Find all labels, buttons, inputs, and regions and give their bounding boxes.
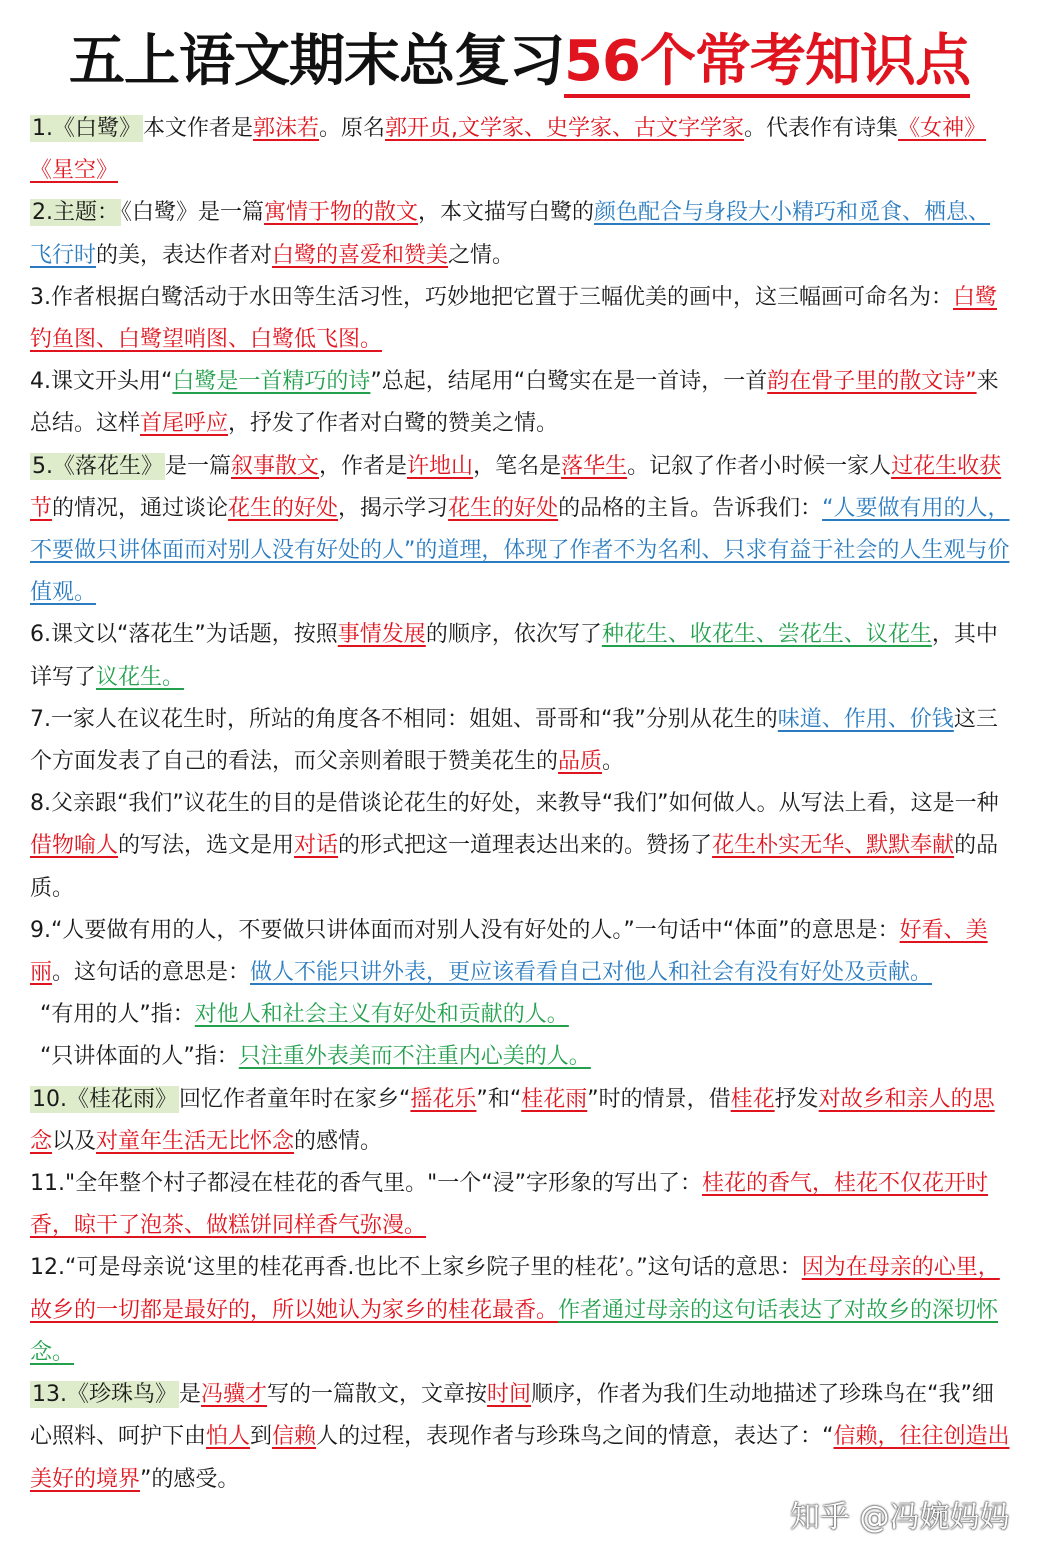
item-heading: 1.《白鹭》 [32,116,141,141]
title-highlight: 56个常考知识点 [564,29,970,98]
text-run: 的美，表达作者对 [96,242,273,268]
sub-item [30,994,1010,1036]
key-point: 白鹭钓鱼图、白鹭望哨图、白鹭低飞图。 [30,284,998,353]
key-point: 对他人和社会主义有好处和贡献的人。 [194,1002,569,1028]
knowledge-item [30,910,1010,994]
key-point: 对童年生活无比怀念 [96,1128,295,1154]
key-point: 白鹭的喜爱和赞美 [272,242,449,268]
key-point: 桂花 [730,1086,775,1112]
text-run: 12.“可是母亲说‘这里的桂花再香.也比不上家乡院子里的桂花’。”这句话的意思： [30,1255,802,1281]
key-point: “人要做有用的人，不要做只讲体面而对别人没有好处的人”的道理，体现了作者不为名利、只求有益于社会的人生观与价值观。 [30,495,1010,606]
text-run: 这三个方面发表了自己的看法，而父亲则着眼于赞美花生的 [30,706,998,775]
key-point: 桂花雨 [521,1086,588,1112]
knowledge-item [30,446,1010,615]
text-run: 来总结。这样 [30,369,999,437]
key-point: 颜色配合与身段大小精巧和觅食、栖息、飞行时 [30,200,991,268]
key-point: 做人不能只讲外表，更应该看看自己对他人和社会有没有好处及贡献。 [250,960,933,986]
knowledge-item [30,699,1010,783]
knowledge-item [30,1247,1010,1374]
text-run: 。代表作有诗集 [744,116,899,141]
text-run: 4.课文开头用“ [30,369,173,395]
text-run: ，揭示学习 [338,495,449,521]
key-point: 只注重外表美而不注重内心美的人。 [238,1044,591,1070]
text-run: 的顺序，依次写了 [425,622,602,648]
text-run: 7.一家人在议花生时，所站的角度各不相同：姐姐、哥哥和“我”分别从花生的 [30,706,778,732]
text-run: 抒发 [774,1086,819,1112]
knowledge-item [30,361,1010,445]
text-run: “有用的人”指： [40,1002,195,1028]
text-run: ”和“ [476,1086,522,1112]
text-run: 。原名 [319,116,386,141]
knowledge-item [30,1374,1010,1501]
key-point: 味道、作用、价钱 [777,706,954,732]
text-run: ”总起，结尾用“白鹭实在是一首诗，一首 [370,369,768,395]
text-run: 。 [602,749,625,775]
text-run: ，本文描写白鹭的 [418,200,595,226]
key-point: 郭开贞,文学家、史学家、古文字学家 [385,116,745,141]
key-point: 种花生、收花生、尝花生、议花生 [601,622,932,648]
key-point: 寓情于物的散文 [264,200,419,226]
text-run: 以及 [52,1128,97,1154]
text-run: ，笔名是 [473,453,562,479]
text-run: ，其中详写了 [30,622,998,690]
knowledge-item [30,277,1010,361]
item-heading: 10.《桂花雨》 [32,1086,177,1112]
key-point: 首尾呼应 [140,411,229,437]
title-main: 五上语文期末总复习 [69,29,565,94]
text-run: ”的感受。 [140,1466,240,1492]
key-point: 花生的好处 [228,495,339,521]
key-point: 作者通过母亲的这句话表达了对故乡的深切怀念。 [30,1297,999,1365]
key-point: 《女神》《星空》 [30,116,987,184]
text-run: 到 [250,1424,273,1450]
text-run: 之情。 [448,242,515,268]
text-run: 的形式把这一道理表达出来的。赞扬了 [338,833,713,859]
text-run: 的感情。 [294,1128,383,1154]
text-run: 人的过程，表现作者与珍珠鸟之间的情意，表达了：“ [316,1424,834,1450]
text-run: 的品格的主旨。告诉我们： [558,495,823,521]
key-point: 白鹭是一首精巧的诗 [172,369,371,395]
key-point: 叙事散文 [231,453,320,479]
key-point: 事情发展 [337,622,426,648]
text-run: 的品质。 [30,833,999,901]
text-run: 。记叙了作者小时候一家人 [627,453,892,479]
text-run: 是 [179,1382,202,1408]
key-point: 花生的好处 [448,495,559,521]
watermark: 知乎 @冯婉妈妈 [790,1500,1010,1535]
key-point: 摇花乐 [410,1086,477,1112]
key-point: 因为在母亲的心里，故乡的一切都是最好的，所以她认为家乡的桂花最香。 [30,1255,1000,1323]
item-heading: 5.《落花生》 [32,453,163,479]
item-heading: 13.《珍珠鸟》 [32,1382,177,1408]
text-run: 《白鹭》是一篇 [121,200,265,226]
text-run: ，抒发了作者对白鹭的赞美之情。 [228,411,559,437]
text-run: 是一篇 [165,453,232,479]
text-run: 8.父亲跟“我们”议花生的目的是借谈论花生的好处，来教导“我们”如何做人。从写法上看，这是一种 [30,791,999,817]
key-point: 郭沫若 [253,116,320,141]
knowledge-item [30,192,1010,276]
text-run: 顺序，作者为我们生动地描述了珍珠鸟在“我”细心照料、呵护下由 [30,1382,994,1450]
key-point: 桂花的香气，桂花不仅花开时香，晾干了泡茶、做糕饼同样香气弥漫。 [30,1171,989,1239]
text-run: 写的一篇散文，文章按 [267,1382,488,1408]
text-run: ，作者是 [319,453,408,479]
text-run: 。这句话的意思是： [52,960,251,986]
item-heading: 2.主题： [32,200,119,226]
knowledge-list [30,108,1010,1501]
key-point: 品质 [558,749,603,775]
text-run: 6.课文以“落花生”为话题，按照 [30,622,338,648]
text-run: 的写法，选文是用 [118,833,295,859]
knowledge-item [30,783,1010,910]
key-point: 韵在骨子里的散文诗” [767,369,977,395]
key-point: 怕人 [206,1424,251,1450]
page-title [0,26,1039,98]
key-point: 好看、美丽 [30,917,988,986]
sub-item [30,1036,1010,1078]
text-run: 的情况，通过谈论 [52,495,229,521]
text-run: 3.作者根据白鹭活动于水田等生活习性，巧妙地把它置于三幅优美的画中，这三幅画可命名为： [30,284,953,310]
key-point: 许地山 [407,453,474,479]
text-run: 本文作者是 [143,116,254,141]
key-point: 对故乡和亲人的思念 [30,1086,995,1154]
knowledge-item [30,1163,1010,1247]
knowledge-item [30,1079,1010,1163]
text-run: 9.“人要做有用的人，不要做只讲体面而对别人没有好处的人。”一句话中“体面”的意思是： [30,917,900,943]
key-point: 落华生 [561,453,628,479]
text-run: 11."全年整个村子都浸在桂花的香气里。"一个“浸”字形象的写出了： [30,1171,703,1197]
text-run: 回忆作者童年时在家乡“ [179,1086,411,1112]
knowledge-item [30,108,1010,192]
text-run: ”时的情景，借 [587,1086,731,1112]
key-point: 对话 [294,833,339,859]
key-point: 过花生收获节 [30,453,1002,521]
key-point: 借物喻人 [30,833,119,859]
key-point: 信赖 [272,1424,317,1450]
key-point: 冯骥才 [201,1382,268,1408]
key-point: 花生朴实无华、默默奉献 [712,833,955,859]
text-run: “只讲体面的人”指： [40,1044,239,1070]
key-point: 信赖，往往创造出美好的境界 [30,1424,1010,1492]
key-point: 时间 [487,1382,532,1408]
key-point: 议花生。 [96,664,185,690]
knowledge-item [30,614,1010,698]
